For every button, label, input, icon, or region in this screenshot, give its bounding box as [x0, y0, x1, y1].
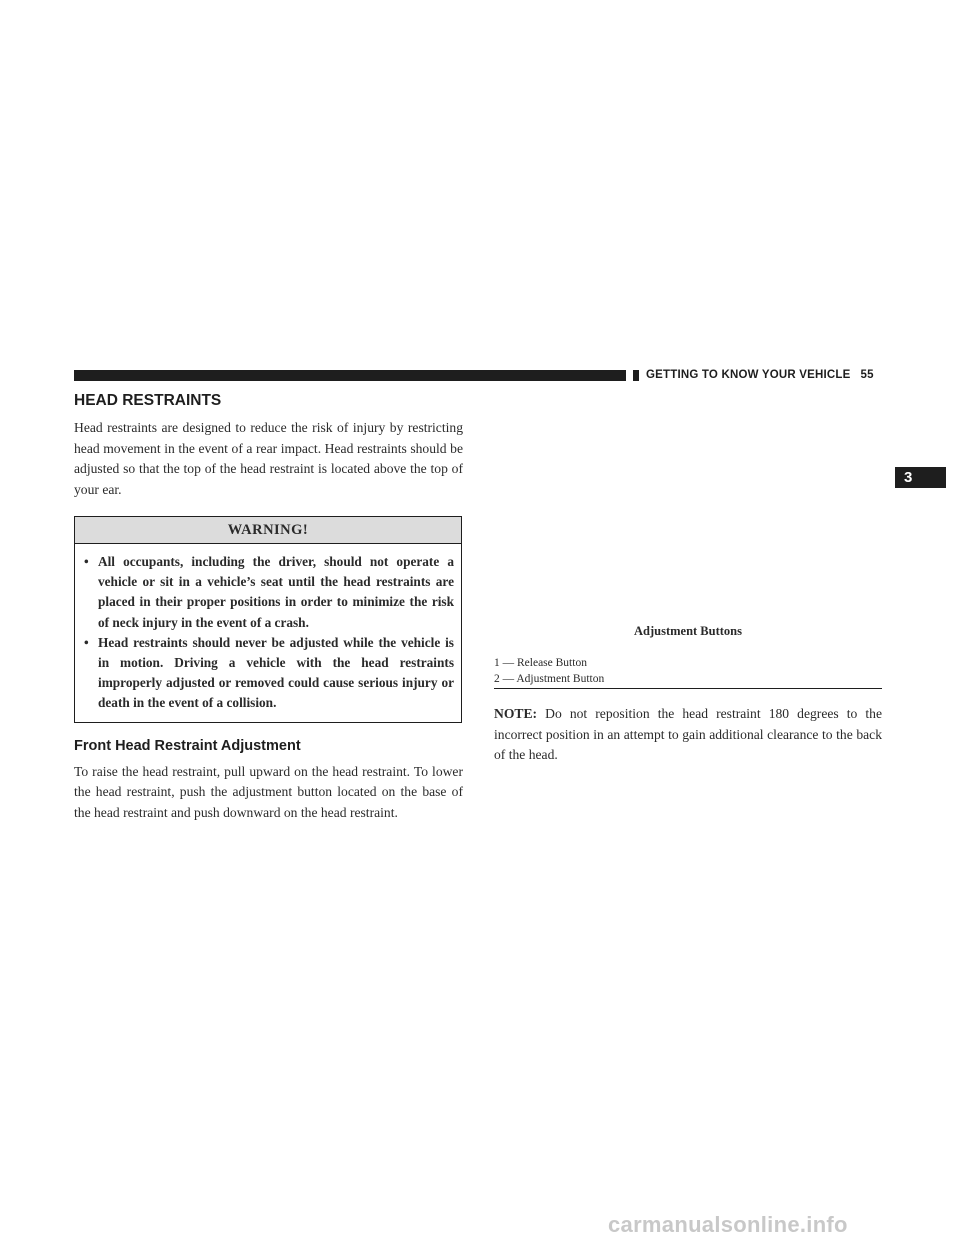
caption-divider — [494, 688, 882, 689]
section-title: HEAD RESTRAINTS — [74, 392, 222, 409]
note-label: NOTE: — [494, 706, 538, 721]
warning-item-text: Head restraints should never be adjusted while the vehicle is in motion. Driving a vehicle with the head restraints improperly adjusted or removed could cause serious injury or death in the event of a collision. — [98, 634, 454, 711]
header-rule-bar-end — [633, 370, 639, 381]
intro-paragraph: Head restraints are designed to reduce the risk of injury by restricting head movement in the event of a rear impact. Head restraints should be adjusted so that the top of the head restraint is located above the top of your ear. — [74, 420, 463, 497]
figure-caption: Adjustment Buttons — [633, 624, 742, 638]
note-block — [494, 704, 882, 766]
note-text: Do not reposition the head restraint 180 degrees to the incorrect position in an attempt to gain additional clearance to the back of the head. — [494, 706, 882, 762]
note-paragraph — [494, 704, 882, 766]
subsection-title: Front Head Restraint Adjustment — [74, 737, 301, 754]
left-column — [74, 392, 463, 823]
figure-caption-block — [494, 624, 882, 689]
running-head — [646, 369, 886, 381]
legend-item-release: 1 — Release Button — [494, 657, 587, 669]
chapter-tab: 3 — [895, 467, 946, 488]
warning-item — [84, 633, 454, 714]
warning-item-text: All occupants, including the driver, should not operate a vehicle or sit in a vehicle’s seat until the head restraints are placed in their proper positions in order to minimize the risk of neck injury in the event of a crash. — [98, 554, 454, 630]
running-head-title: GETTING TO KNOW YOUR VEHICLE — [646, 369, 851, 381]
watermark: carmanualsonline.info — [608, 1212, 848, 1237]
bullet-icon: • — [84, 554, 89, 569]
warning-body — [75, 544, 461, 722]
warning-item — [84, 552, 454, 633]
legend-item-adjustment: 2 — Adjustment Button — [494, 673, 605, 685]
page-number: 55 — [860, 369, 874, 381]
bullet-icon: • — [84, 634, 89, 650]
warning-title: WARNING! — [75, 517, 461, 544]
adjustment-paragraph: To raise the head restraint, pull upward on the head restraint. To lower the head restraint, push the adjustment button located on the base of the head restraint and push downward on the head restraint. — [74, 763, 463, 820]
warning-box — [74, 516, 462, 723]
header-rule-bar — [74, 370, 626, 381]
